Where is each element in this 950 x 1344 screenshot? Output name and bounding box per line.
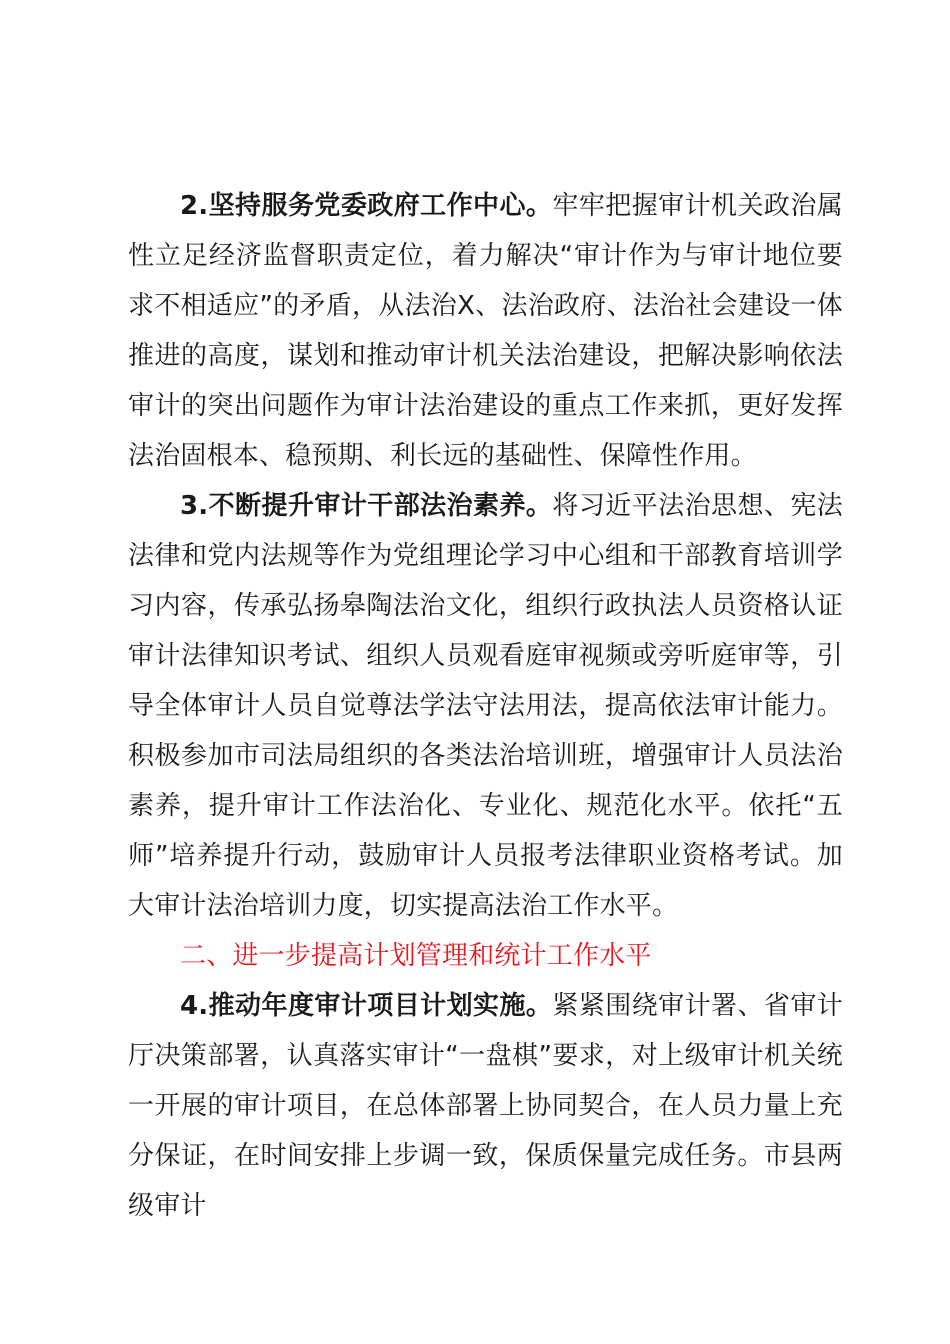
document-page xyxy=(128,181,843,1231)
paragraph-2-lead: 2.坚持服务党委政府工作中心。 xyxy=(180,191,553,221)
paragraph-4-body: 紧紧围绕审计署、省审计厅决策部署，认真落实审计“一盘棋”要求，对上级审计机关统一开展的审计项目，在总体部署上协同契合，在人员力量上充分保证，在时间安排上步调一致，保质保量完成任务。市县两级审计 xyxy=(128,991,844,1221)
paragraph-4 xyxy=(128,981,843,1231)
paragraph-4-lead: 4.推动年度审计项目计划实施。 xyxy=(180,991,553,1021)
paragraph-3 xyxy=(128,481,843,931)
paragraph-3-lead: 3.不断提升审计干部法治素养。 xyxy=(180,491,553,521)
paragraph-2 xyxy=(128,181,843,481)
section-heading: 二、进一步提高计划管理和统计工作水平 xyxy=(180,941,652,971)
paragraph-3-body: 将习近平法治思想、宪法法律和党内法规等作为党组理论学习中心组和干部教育培训学习内容，传承弘扬皋陶法治文化，组织行政执法人员资格认证审计法律知识考试、组织人员观看庭审视频或旁听庭审等，引导全体审计人员自觉尊法学法守法用法，提高依法审计能力。积极参加市司法局组织的各类法治培训班，增强审计人员法治素养，提升审计工作法治化、专业化、规范化水平。依托“五师”培养提升行动，鼓励审计人员报考法律职业资格考试。加大审计法治培训力度，切实提高法治工作水平。 xyxy=(128,491,844,921)
paragraph-2-body: 牢牢把握审计机关政治属性立足经济监督职责定位，着力解决“审计作为与审计地位要求不相适应”的矛盾，从法治X、法治政府、法治社会建设一体推进的高度，谋划和推动审计机关法治建设，把解决影响依法审计的突出问题作为审计法治建设的重点工作来抓，更好发挥法治固根本、稳预期、利长远的基础性、保障性作用。 xyxy=(128,191,844,471)
